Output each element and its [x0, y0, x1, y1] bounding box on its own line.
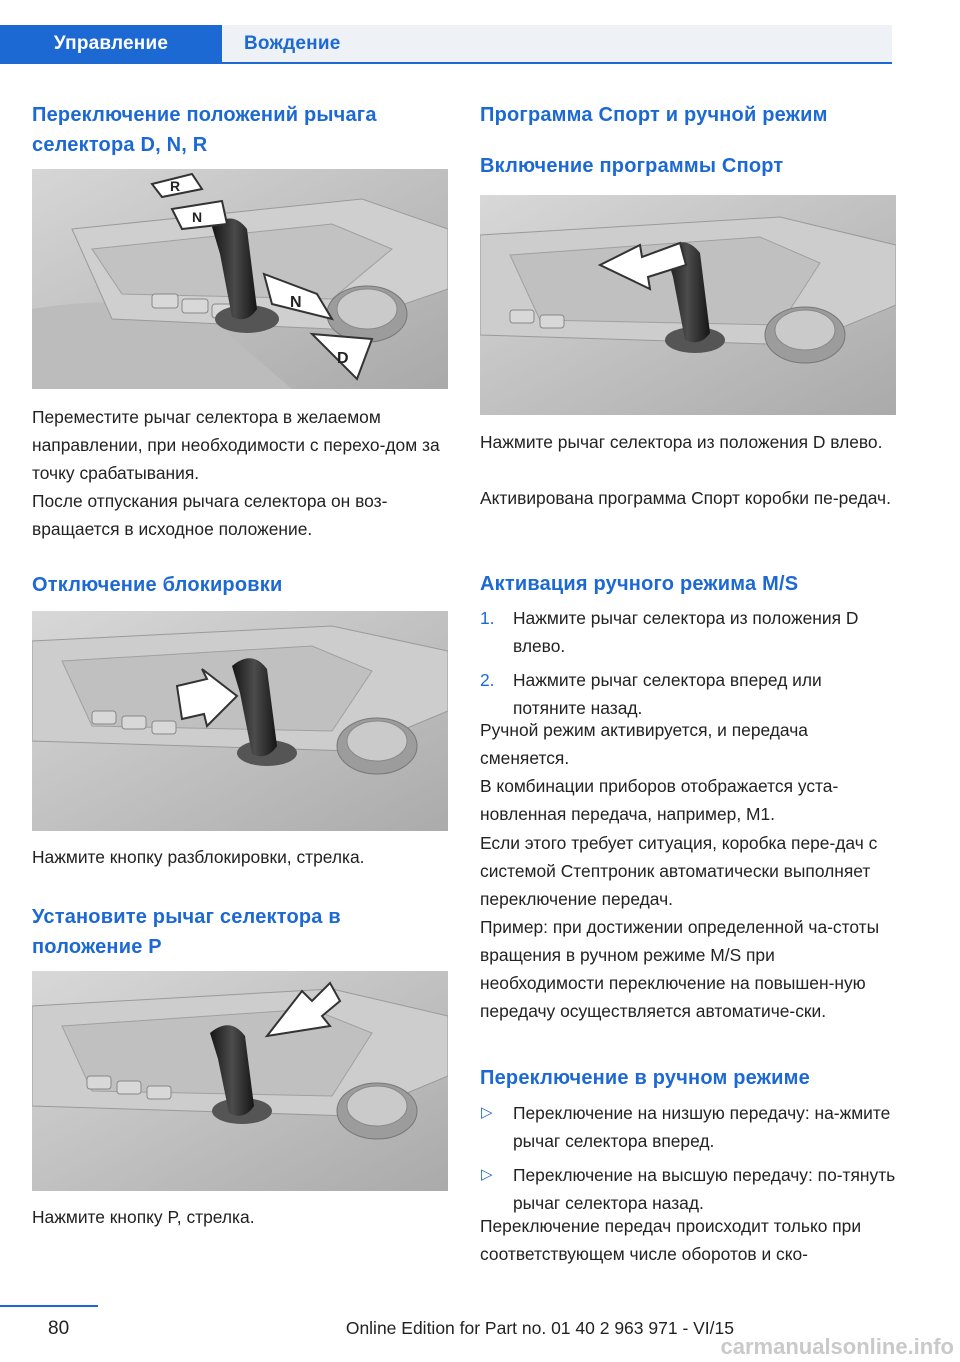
step-text: Нажмите рычаг селектора вперед или потяните назад.	[513, 670, 822, 718]
header-rule	[0, 62, 892, 64]
heading-manual-shifting: Переключение в ручном режиме	[480, 1067, 810, 1089]
paragraph-move-lever: Переместите рычаг селектора в желаемом направлении, при необходимости с перехо-дом за точку срабатывания.	[32, 407, 440, 483]
arrow-label-d: D	[337, 350, 349, 367]
heading-set-p: Установите рычаг селектора в положение P	[32, 906, 341, 958]
list-item	[480, 1161, 896, 1217]
figure-selector-dnr	[32, 169, 448, 389]
edition-info: Online Edition for Part no. 01 40 2 963 971 - VI/15	[345, 1318, 734, 1338]
paragraph-push-left: Нажмите рычаг селектора из положения D влево.	[480, 432, 883, 452]
list-item	[480, 604, 896, 660]
paragraph-shift-conditions: Переключение передач происходит только при соответствующем числе оборотов и ско-	[480, 1216, 862, 1264]
paragraph-gear-display: В комбинации приборов отображается уста-новленная передача, например, M1.	[480, 776, 839, 824]
list-item	[480, 666, 896, 722]
arrow-label-r: R	[170, 178, 181, 194]
selector-lever-dnr-illustration	[32, 169, 448, 389]
figure-sport-mode	[480, 195, 896, 415]
paragraph-example: Пример: при достижении определенной ча-стоты вращения в ручном режиме M/S при необходимости переключение на повышен-ную передачу осуществляется автоматиче-ски.	[480, 917, 880, 1021]
arrow-label-n-top: N	[192, 209, 203, 225]
heading-enable-sport: Включение программы Спорт	[480, 155, 784, 177]
triangle-bullet-icon: ▷	[481, 1104, 493, 1121]
heading-select-dnr: Переключение положений рычага селектора D, N, R	[32, 104, 377, 156]
tab-driving[interactable]: Вождение	[222, 25, 892, 62]
sport-mode-illustration	[480, 195, 896, 415]
manual-shift-list	[480, 1099, 896, 1223]
step-text: Нажмите рычаг селектора из положения D влево.	[513, 608, 859, 656]
figure-p-button	[32, 971, 448, 1191]
step-number: 1.	[480, 608, 495, 628]
step-number: 2.	[480, 670, 495, 690]
list-item	[480, 1099, 896, 1155]
paragraph-press-unlock: Нажмите кнопку разблокировки, стрелка.	[32, 847, 365, 867]
bullet-text: Переключение на низшую передачу: на-жмите рычаг селектора вперед.	[513, 1103, 891, 1151]
paragraph-manual-activates: Ручной режим активируется, и передача сменяется.	[480, 720, 808, 768]
unlock-button-illustration	[32, 611, 448, 831]
bullet-text: Переключение на высшую передачу: по-тянуть рычаг селектора назад.	[513, 1165, 896, 1213]
ms-activation-steps	[480, 604, 896, 728]
page-number: 80	[48, 1318, 70, 1339]
page-number-rule	[0, 1305, 98, 1307]
p-button-illustration	[32, 971, 448, 1191]
paragraph-steptronic: Если этого требует ситуация, коробка пере-дач с системой Стептроник автоматически выполняет переключение передач.	[480, 833, 878, 909]
arrow-label-n-bottom: N	[290, 294, 302, 311]
paragraph-sport-active: Активирована программа Спорт коробки пе-редач.	[480, 488, 891, 508]
watermark: carmanualsonline.info	[720, 1334, 954, 1359]
tab-controls[interactable]: Управление	[0, 25, 222, 62]
section-tabs	[0, 25, 892, 62]
figure-unlock-button	[32, 611, 448, 831]
heading-activate-ms: Активация ручного режима M/S	[480, 573, 799, 595]
paragraph-lever-returns: После отпускания рычага селектора он воз-вращается в исходное положение.	[32, 491, 388, 539]
heading-unlock: Отключение блокировки	[32, 574, 283, 596]
triangle-bullet-icon: ▷	[481, 1166, 493, 1183]
paragraph-press-p: Нажмите кнопку P, стрелка.	[32, 1207, 255, 1227]
heading-sport-manual: Программа Спорт и ручной режим	[480, 104, 828, 126]
